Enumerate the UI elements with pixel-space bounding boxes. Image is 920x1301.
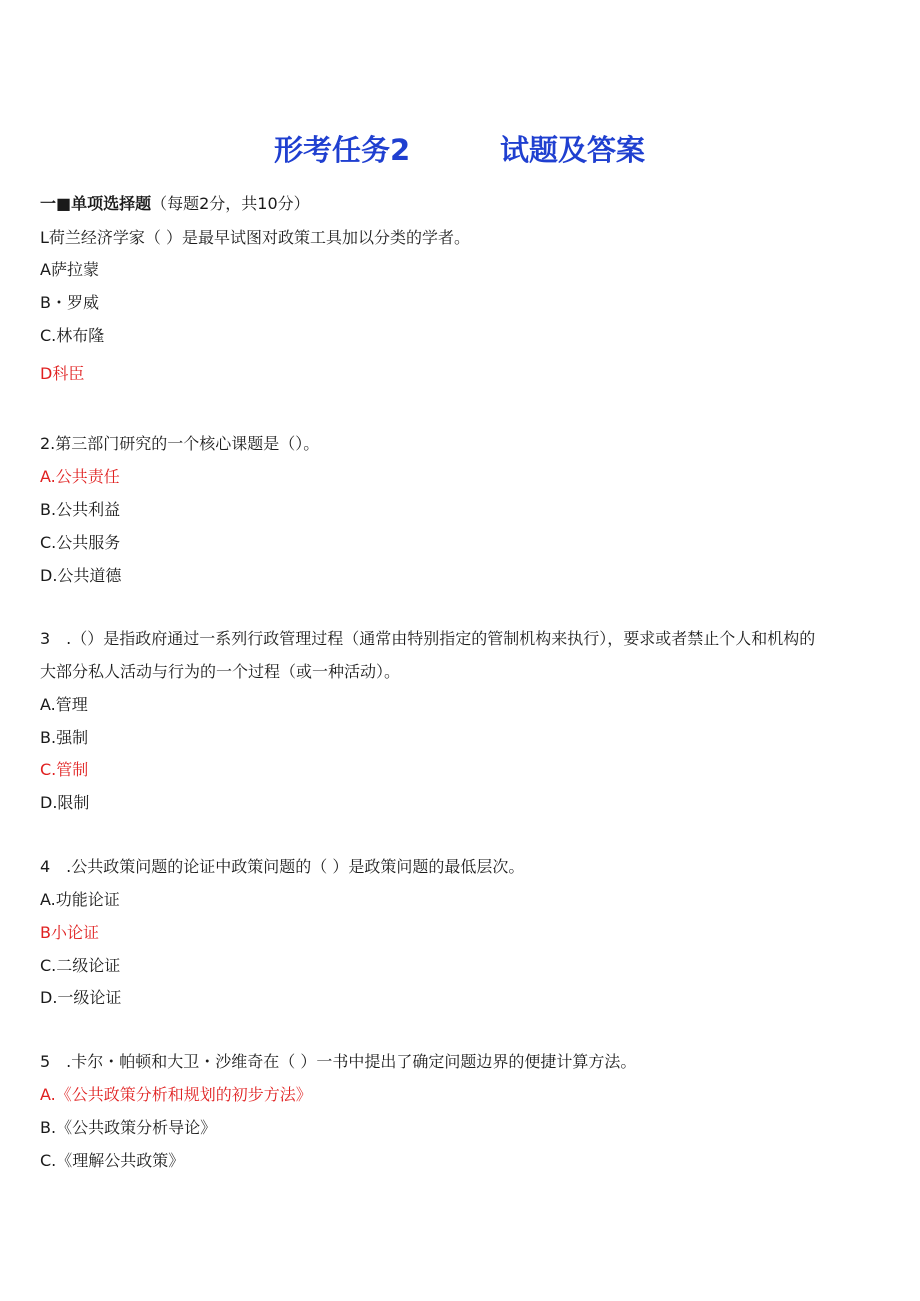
question-4-option-c: C.二级论证 — [40, 956, 121, 975]
question-3-stem-line-1: 3 .（）是指政府通过一系列行政管理过程（通常由特别指定的管制机构来执行），要求或者禁止个人和机构的 — [40, 629, 816, 648]
question-1-option-a: A萨拉蒙 — [40, 260, 99, 279]
question-2-option-d: D.公共道德 — [40, 566, 122, 585]
question-5-option-a-answer: A.《公共政策分析和规划的初步方法》 — [40, 1085, 312, 1104]
question-5-option-c: C.《理解公共政策》 — [40, 1151, 185, 1170]
question-3-option-c-answer: C.管制 — [40, 760, 89, 779]
question-5-stem: 5 .卡尔・帕顿和大卫・沙维奇在（ ）一书中提出了确定问题边界的便捷计算方法。 — [40, 1052, 637, 1071]
question-1-option-b: B・罗威 — [40, 293, 99, 312]
question-3-option-d: D.限制 — [40, 793, 90, 812]
title-right: 试题及答案 — [500, 133, 646, 167]
question-3-stem-line-2: 大部分私人活动与行为的一个过程（或一种活动）。 — [40, 662, 401, 681]
question-4-option-a: A.功能论证 — [40, 890, 120, 909]
question-1-option-d-answer: D科臣 — [40, 364, 85, 383]
document-title — [0, 128, 920, 172]
section-note: （每题2分，共10分） — [151, 194, 310, 213]
question-4-stem: 4 .公共政策问题的论证中政策问题的（ ）是政策问题的最低层次。 — [40, 857, 525, 876]
question-5-option-b: B.《公共政策分析导论》 — [40, 1118, 217, 1137]
question-4-option-d: D.一级论证 — [40, 988, 122, 1007]
question-1-option-c: C.林布隆 — [40, 326, 105, 345]
title-left: 形考任务2 — [274, 133, 411, 167]
question-2-option-b: B.公共利益 — [40, 500, 121, 519]
section-header — [40, 191, 310, 214]
question-4-option-b-answer: B小论证 — [40, 923, 99, 942]
question-2-option-a-answer: A.公共责任 — [40, 467, 120, 486]
question-2-stem: 2.第三部门研究的一个核心课题是（）。 — [40, 434, 320, 453]
section-label: 一■单项选择题 — [40, 194, 152, 213]
question-3-option-b: B.强制 — [40, 728, 89, 747]
question-3-option-a: A.管理 — [40, 695, 88, 714]
question-1-stem: L荷兰经济学家（ ）是最早试图对政策工具加以分类的学者。 — [40, 228, 471, 247]
question-2-option-c: C.公共服务 — [40, 533, 121, 552]
